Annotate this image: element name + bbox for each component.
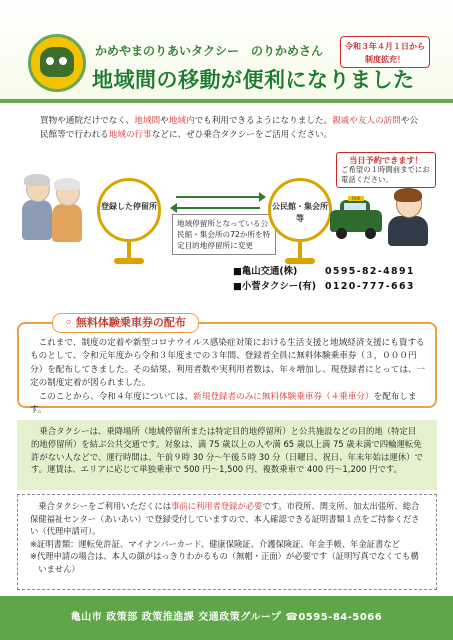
coupon-text: を配布します。	[30, 391, 417, 416]
arrow-right-icon	[176, 196, 260, 198]
intro-highlight: 地域内	[168, 116, 195, 126]
badge-line-1: 令和３年４月１日から	[345, 42, 425, 51]
registration-info-box	[17, 494, 437, 590]
service-info-text: 乗合タクシーは、乗降場所（地域停留所または特定目的地停留所）と公共施設などの目的地（特定目的地停留所）を結ぶ公共交通です。対象は、満 75 歳以上の人や満 65 歳以上満 75 歳未満で四輪運転免許がない人などで、運行時間は、午前９時 30 分〜午後５時 30 分（日曜日、祝日、年末年始は運休）です。運賃は、エリアに応じて単独乗車で 500 円〜1,500 円、複数乗車で 400 円〜1,200 円です。	[31, 426, 423, 475]
intro-part: でも利用できるようになりました。	[194, 116, 333, 126]
elderly-couple-illustration	[22, 176, 82, 246]
proxy-application-note: ※代理申請の場合は、本人の顔がはっきりわかるもの（無帽・正面）が必要です（証明写真でなくても構いません）	[30, 551, 419, 574]
arrow-left-icon	[176, 207, 260, 209]
page-title: 地域間の移動が便利になりました	[92, 68, 415, 92]
registered-stop-sign	[97, 178, 161, 242]
taxi-icon: TAXI	[330, 196, 382, 236]
callout-title: 当日予約できます！	[349, 155, 423, 165]
registration-paragraph	[30, 500, 424, 538]
company-name: ■小菅タクシー(有)	[233, 281, 317, 292]
intro-highlight: 地域間	[134, 116, 161, 126]
header-divider	[0, 99, 453, 103]
coupon-text: このことから、令和４年度については、	[38, 391, 194, 402]
taxi-company-list	[233, 264, 415, 294]
coupon-highlight: 新規登録者のみに無料体験乗車券（４乗車分）	[193, 391, 374, 402]
service-info-box	[17, 420, 437, 490]
registration-highlight: 事前に利用者登録が必要	[171, 501, 263, 511]
intro-part: や公民館等で行われる	[40, 116, 419, 140]
coupon-section-title: ◦ 無料体験乗車券の配布	[52, 313, 199, 333]
header	[0, 0, 453, 100]
company-row	[233, 279, 415, 294]
footer-contact: 亀山市 政策部 政策推進課 交通政策グループ ☎0595-84-5066	[70, 612, 383, 623]
intro-part: や	[160, 116, 169, 126]
intro-highlight: 親戚や友人の訪問	[332, 116, 401, 126]
same-day-reservation-callout	[336, 152, 436, 188]
callout-body: ご希望の１時間前までにお電話ください。	[341, 165, 430, 184]
badge-line-2: 制度拡充！	[365, 55, 405, 64]
coupon-section-body	[30, 337, 428, 417]
intro-text	[40, 114, 420, 142]
registration-text: です。市役所、関支所、加太出張所、総合保健福祉センター（あいあい）で登録受付していますので、本人確認できる証明書類１点をご持参ください（代理申請可）。	[30, 501, 420, 537]
registered-stop-label: 登録した停留所	[101, 202, 157, 211]
document-list-note: ※証明書類：運転免許証、マイナンバーカード、健康保険証、介護保険証、年金手帳、年金証書など	[30, 538, 400, 549]
stop-pole-base	[114, 258, 144, 264]
company-phone[interactable]: 0120-777-663	[325, 281, 415, 292]
company-row	[233, 264, 415, 279]
service-subtitle: かめやまのりあいタクシー のりかめさん	[95, 44, 324, 58]
coupon-paragraph-1: これまで、制度の定着や新型コロナウイルス感染症対策における生活支援と地域経済支援にも資するものとして、令和元年度から令和３年度までの３年間、登録者全員に無料体験乗車券（３，０００円分）を配布してきました。その結果、利用者数や実利用者数は、年々増加し、現登録者にとっては、一定の制度定着が図られました。	[30, 338, 426, 389]
date-badge	[340, 36, 430, 68]
driver-illustration	[384, 190, 432, 246]
coupon-paragraph-2	[30, 391, 428, 418]
turtle-logo-icon	[28, 34, 86, 92]
intro-part: 買物や通院だけでなく、	[40, 116, 135, 126]
company-phone[interactable]: 0595-82-4891	[325, 266, 415, 277]
community-hall-stop-sign	[268, 178, 332, 242]
company-name: ■亀山交通(株)	[233, 266, 298, 277]
registration-text: 乗合タクシーをご利用いただくには	[38, 501, 172, 511]
stop-change-note: 地域停留所となっている公民館・集会所の72か所を特定目的地停留所に変更	[172, 214, 276, 255]
intro-part: などに、ぜひ乗合タクシーをご活用ください。	[151, 130, 333, 140]
intro-highlight: 地域の行事	[108, 130, 152, 140]
community-hall-stop-label: 公民館・集会所等	[272, 202, 328, 223]
